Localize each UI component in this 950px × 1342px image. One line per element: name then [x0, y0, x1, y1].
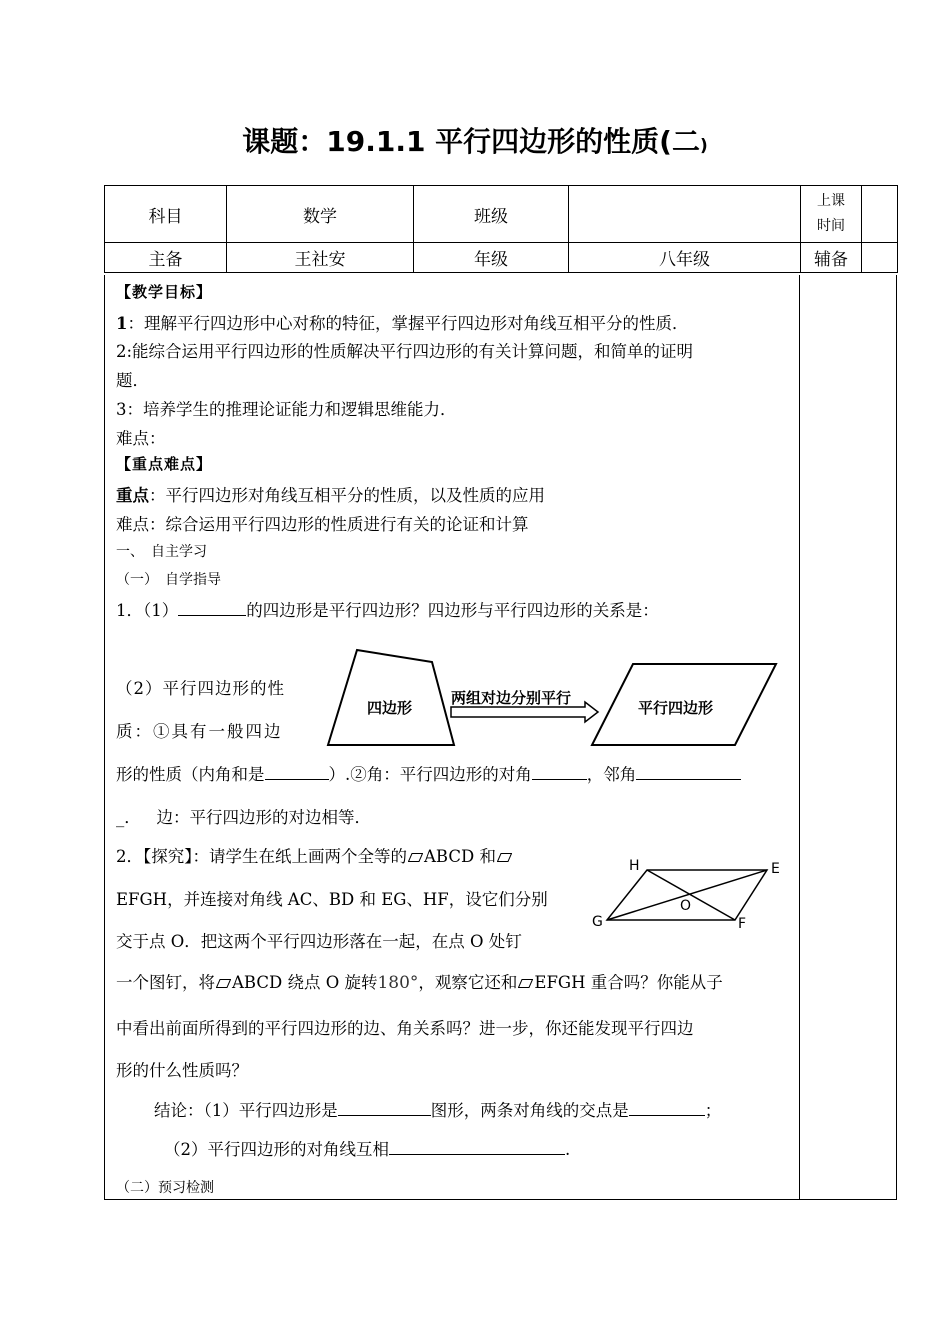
question-1-2-line-4: _． 边：平行四边形的对边相等． — [116, 808, 371, 827]
subject-value: 数学 — [227, 186, 414, 243]
blank — [338, 1101, 431, 1116]
point-o-label: O — [680, 898, 692, 914]
goals-heading: 【教学目标】 — [116, 283, 213, 301]
point-g-label: G — [592, 914, 603, 930]
quadrilateral-label: 四边形 — [367, 699, 413, 717]
arrow-label: 两组对边分别平行 — [451, 689, 572, 707]
subject-label: 科目 — [105, 186, 227, 243]
question-2-line-6: 形的什么性质吗？ — [116, 1061, 248, 1080]
blank — [532, 765, 587, 780]
blank — [265, 765, 329, 780]
grade-value: 八年级 — [569, 243, 801, 273]
blank — [629, 1101, 705, 1116]
goal-2-line-2: 题． — [116, 371, 149, 390]
difficulty-label: 难点： — [116, 429, 166, 448]
section-self-study: 一、 自主学习 — [116, 544, 207, 560]
point-e-label: E — [771, 861, 780, 877]
goal-1: 1：理解平行四边形中心对称的特征，掌握平行四边形对角线互相平分的性质． — [116, 314, 689, 333]
point-h-label: H — [629, 858, 640, 874]
quadrilateral-to-parallelogram-figure — [320, 645, 790, 755]
blank — [636, 765, 741, 780]
question-2-line-5: 中看出前面所得到的平行四边形的边、角关系吗？进一步，你还能发现平行四边 — [116, 1019, 694, 1038]
class-value — [569, 186, 801, 243]
question-2-line-3: 交于点 O．把这两个平行四边形落在一起，在点 O 处钉 — [116, 932, 522, 951]
parallelogram-symbol-icon — [497, 853, 512, 862]
goal-2-line-1: 2:能综合运用平行四边形的性质解决平行四边形的有关计算问题，和简单的证明 — [116, 342, 694, 361]
key-points-heading: 【重点难点】 — [116, 455, 213, 473]
conclusion-1: 结论：（1）平行四边形是 图形，两条对角线的交点是 ； — [154, 1101, 722, 1120]
goal-3: 3：培养学生的推理论证能力和逻辑思维能力． — [116, 400, 457, 419]
assistant-label: 辅备 — [801, 243, 862, 273]
page-title: 课题：19.1.1 平行四边形的性质(二) — [242, 125, 708, 158]
rotation-diagram — [585, 855, 800, 935]
section-preview-test: （二）预习检测 — [116, 1180, 214, 1196]
parallelogram-label: 平行四边形 — [638, 699, 714, 717]
assistant-value — [862, 243, 898, 273]
lead-preparer-value: 王社安 — [227, 243, 414, 273]
key-point: 重点：平行四边形对角线互相平分的性质，以及性质的应用 — [116, 486, 545, 505]
question-2-line-1: 2．【探究】：请学生在纸上画两个全等的 ABCD 和 — [116, 843, 513, 867]
parallelogram-symbol-icon — [216, 979, 231, 988]
quadrilateral-shape — [328, 650, 454, 745]
grade-label: 年级 — [414, 243, 569, 273]
question-1-2-line-3: 形的性质（内角和是 ）.②角：平行四边形的对角 ，邻角 — [116, 761, 741, 785]
question-1-2-line-2: 质：①具有一般四边 — [116, 722, 283, 741]
section-self-study-guide: （一） 自学指导 — [116, 572, 221, 588]
lead-preparer-label: 主备 — [105, 243, 227, 273]
conclusion-2: （2）平行四边形的对角线互相 . — [164, 1140, 571, 1159]
question-2-line-2: EFGH，并连接对角线 AC、BD 和 EG、HF，设它们分别 — [116, 890, 548, 909]
header-table — [104, 185, 898, 273]
notes-column — [799, 275, 897, 1200]
point-f-label: F — [738, 916, 747, 932]
question-2-line-4: 一个图钉，将 ABCD 绕点 O 旋转180°，观察它还和 EFGH 重合吗？你能从子 — [116, 973, 723, 993]
question-1: 1．（1） 的四边形是平行四边形？四边形与平行四边形的关系是： — [116, 601, 659, 620]
class-time-value — [862, 186, 898, 243]
question-1-2-line-1: （2）平行四边形的性 — [116, 679, 285, 698]
parallelogram-symbol-icon — [408, 853, 423, 862]
class-label: 班级 — [414, 186, 569, 243]
class-time-label: 上课 时间 — [801, 186, 862, 243]
difficult-point: 难点：综合运用平行四边形的性质进行有关的论证和计算 — [116, 515, 529, 534]
parallelogram-symbol-icon — [518, 979, 533, 988]
blank — [389, 1140, 565, 1155]
blank — [178, 601, 246, 616]
